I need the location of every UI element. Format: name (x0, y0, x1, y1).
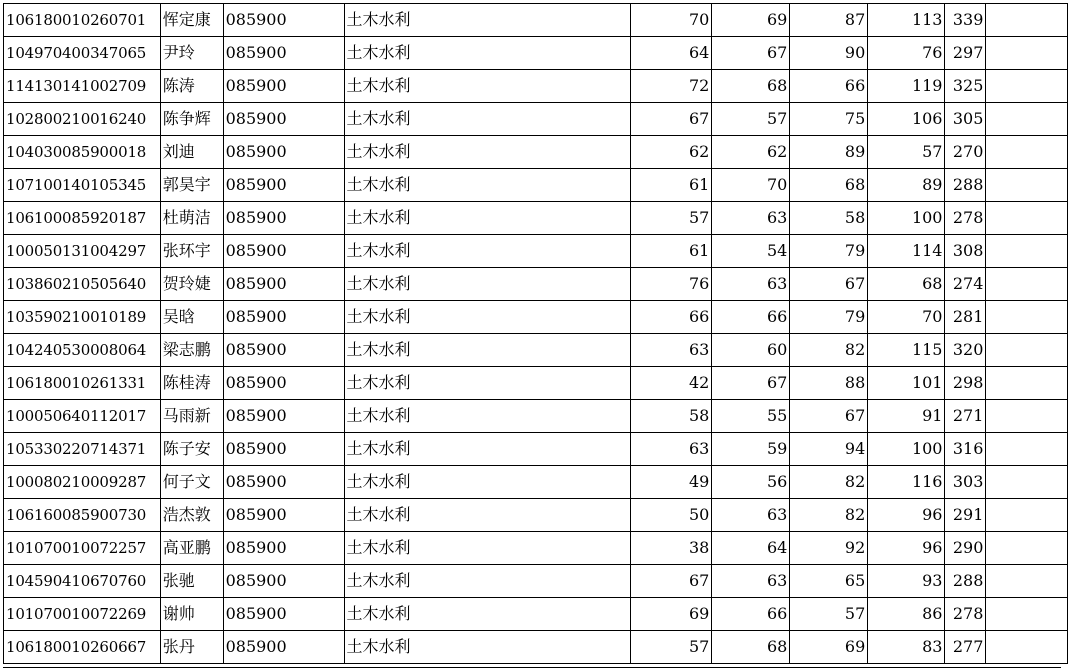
cell-name[interactable]: 张丹 (160, 631, 223, 664)
cell-score-1[interactable]: 63 (631, 334, 712, 367)
cell-score-4[interactable]: 76 (868, 37, 945, 70)
table-row (4, 235, 1068, 268)
cell-score-4[interactable]: 83 (868, 631, 945, 664)
cell-major-name[interactable]: 土木水利 (344, 235, 631, 268)
cell-major-name[interactable]: 土木水利 (344, 367, 631, 400)
cell-score-2[interactable]: 60 (712, 334, 790, 367)
cell-empty[interactable] (986, 367, 1068, 400)
cell-score-4[interactable]: 106 (868, 103, 945, 136)
cell-candidate-id[interactable]: 106160085900730 (4, 499, 161, 532)
cell-empty[interactable] (986, 4, 1068, 37)
cell-score-2[interactable]: 62 (712, 136, 790, 169)
table-row (4, 433, 1068, 466)
cell-empty[interactable] (986, 235, 1068, 268)
cell-total-score[interactable]: 274 (945, 268, 986, 301)
cell-candidate-id[interactable]: 106180010260701 (4, 4, 161, 37)
cell-score-3[interactable]: 94 (790, 433, 868, 466)
cell-major-name[interactable]: 土木水利 (344, 532, 631, 565)
cell-score-1[interactable]: 38 (631, 532, 712, 565)
table-row (4, 301, 1068, 334)
cell-score-2[interactable]: 67 (712, 37, 790, 70)
cell-score-1[interactable]: 70 (631, 4, 712, 37)
cell-empty[interactable] (986, 334, 1068, 367)
cell-candidate-id[interactable]: 103590210010189 (4, 301, 161, 334)
cell-major-name[interactable]: 土木水利 (344, 400, 631, 433)
cell-score-2[interactable]: 68 (712, 631, 790, 664)
cell-score-1[interactable]: 50 (631, 499, 712, 532)
cell-total-score[interactable]: 297 (945, 37, 986, 70)
cell-total-score[interactable]: 339 (945, 4, 986, 37)
cell-major-name[interactable]: 土木水利 (344, 202, 631, 235)
cell-major-name[interactable]: 土木水利 (344, 598, 631, 631)
cell-score-4[interactable]: 100 (868, 202, 945, 235)
cell-score-3[interactable]: 57 (790, 598, 868, 631)
cell-total-score[interactable]: 278 (945, 598, 986, 631)
cell-score-1[interactable]: 61 (631, 235, 712, 268)
cell-major-code[interactable]: 085900 (223, 235, 344, 268)
score-table-container (3, 3, 1068, 664)
cell-score-4[interactable]: 101 (868, 367, 945, 400)
cell-candidate-id[interactable]: 104240530008064 (4, 334, 161, 367)
table-row (4, 103, 1068, 136)
cell-candidate-id[interactable]: 106180010260667 (4, 631, 161, 664)
table-row (4, 70, 1068, 103)
cell-major-name[interactable]: 土木水利 (344, 37, 631, 70)
cell-score-4[interactable]: 100 (868, 433, 945, 466)
cell-score-2[interactable]: 68 (712, 70, 790, 103)
cell-candidate-id[interactable]: 101070010072269 (4, 598, 161, 631)
cell-total-score[interactable]: 277 (945, 631, 986, 664)
cell-score-3[interactable]: 69 (790, 631, 868, 664)
cell-candidate-id[interactable]: 114130141002709 (4, 70, 161, 103)
cell-score-1[interactable]: 76 (631, 268, 712, 301)
table-row (4, 334, 1068, 367)
cell-total-score[interactable]: 291 (945, 499, 986, 532)
cell-major-name[interactable]: 土木水利 (344, 103, 631, 136)
cell-candidate-id[interactable]: 106180010261331 (4, 367, 161, 400)
cell-major-name[interactable]: 土木水利 (344, 301, 631, 334)
cell-name[interactable]: 吴晗 (160, 301, 223, 334)
cell-score-2[interactable]: 69 (712, 4, 790, 37)
cell-total-score[interactable]: 298 (945, 367, 986, 400)
cell-major-name[interactable]: 土木水利 (344, 433, 631, 466)
cell-score-1[interactable]: 69 (631, 598, 712, 631)
cell-total-score[interactable]: 290 (945, 532, 986, 565)
cell-candidate-id[interactable]: 104030085900018 (4, 136, 161, 169)
table-row (4, 631, 1068, 664)
cell-major-code[interactable]: 085900 (223, 37, 344, 70)
cell-score-2[interactable]: 56 (712, 466, 790, 499)
cell-score-2[interactable]: 66 (712, 301, 790, 334)
cell-score-1[interactable]: 57 (631, 631, 712, 664)
cell-name[interactable]: 郭昊宇 (160, 169, 223, 202)
cell-score-1[interactable]: 57 (631, 202, 712, 235)
cell-score-3[interactable]: 88 (790, 367, 868, 400)
cell-score-2[interactable]: 63 (712, 202, 790, 235)
cell-major-code[interactable]: 085900 (223, 367, 344, 400)
table-row (4, 598, 1068, 631)
table-row (4, 400, 1068, 433)
table-row (4, 4, 1068, 37)
cell-score-3[interactable]: 89 (790, 136, 868, 169)
cell-total-score[interactable]: 325 (945, 70, 986, 103)
table-row (4, 532, 1068, 565)
cell-score-3[interactable]: 65 (790, 565, 868, 598)
cell-score-4[interactable]: 116 (868, 466, 945, 499)
cell-major-code[interactable]: 085900 (223, 598, 344, 631)
cell-score-4[interactable]: 96 (868, 532, 945, 565)
cell-major-code[interactable]: 085900 (223, 532, 344, 565)
cell-candidate-id[interactable]: 100050640112017 (4, 400, 161, 433)
cell-score-4[interactable]: 57 (868, 136, 945, 169)
cell-score-3[interactable]: 87 (790, 4, 868, 37)
cell-score-2[interactable]: 59 (712, 433, 790, 466)
cell-total-score[interactable]: 303 (945, 466, 986, 499)
cell-empty[interactable] (986, 37, 1068, 70)
cell-major-code[interactable]: 085900 (223, 400, 344, 433)
cell-empty[interactable] (986, 598, 1068, 631)
cell-name[interactable]: 贺玲婕 (160, 268, 223, 301)
cell-score-3[interactable]: 67 (790, 268, 868, 301)
cell-major-code[interactable]: 085900 (223, 169, 344, 202)
cell-major-code[interactable]: 085900 (223, 70, 344, 103)
cell-empty[interactable] (986, 400, 1068, 433)
cell-candidate-id[interactable]: 107100140105345 (4, 169, 161, 202)
cell-name[interactable]: 恽定康 (160, 4, 223, 37)
cell-empty[interactable] (986, 532, 1068, 565)
cell-empty[interactable] (986, 169, 1068, 202)
cell-score-4[interactable]: 70 (868, 301, 945, 334)
cell-score-1[interactable]: 63 (631, 433, 712, 466)
cell-score-3[interactable]: 79 (790, 301, 868, 334)
cell-score-4[interactable]: 89 (868, 169, 945, 202)
cell-name[interactable]: 谢帅 (160, 598, 223, 631)
table-row (4, 466, 1068, 499)
cell-score-1[interactable]: 72 (631, 70, 712, 103)
table-row (4, 37, 1068, 70)
cell-major-code[interactable]: 085900 (223, 466, 344, 499)
cell-score-3[interactable]: 82 (790, 334, 868, 367)
table-row (4, 169, 1068, 202)
cell-empty[interactable] (986, 433, 1068, 466)
cell-score-2[interactable]: 54 (712, 235, 790, 268)
cell-score-1[interactable]: 61 (631, 169, 712, 202)
cell-score-2[interactable]: 64 (712, 532, 790, 565)
cell-score-4[interactable]: 115 (868, 334, 945, 367)
cell-score-3[interactable]: 66 (790, 70, 868, 103)
cell-candidate-id[interactable]: 101070010072257 (4, 532, 161, 565)
cell-empty[interactable] (986, 301, 1068, 334)
cell-score-1[interactable]: 67 (631, 103, 712, 136)
table-bottom-edge (3, 667, 1061, 672)
cell-empty[interactable] (986, 466, 1068, 499)
cell-major-code[interactable]: 085900 (223, 334, 344, 367)
table-row (4, 268, 1068, 301)
cell-name[interactable]: 高亚鹏 (160, 532, 223, 565)
cell-name[interactable]: 梁志鹏 (160, 334, 223, 367)
cell-score-2[interactable]: 63 (712, 565, 790, 598)
cell-candidate-id[interactable]: 103860210505640 (4, 268, 161, 301)
cell-score-3[interactable]: 67 (790, 400, 868, 433)
cell-major-name[interactable]: 土木水利 (344, 565, 631, 598)
cell-major-code[interactable]: 085900 (223, 4, 344, 37)
cell-empty[interactable] (986, 136, 1068, 169)
cell-name[interactable]: 刘迪 (160, 136, 223, 169)
score-table (3, 3, 1068, 664)
cell-name[interactable]: 陈涛 (160, 70, 223, 103)
cell-score-2[interactable]: 63 (712, 499, 790, 532)
cell-candidate-id[interactable]: 105330220714371 (4, 433, 161, 466)
score-table-body (4, 4, 1068, 664)
cell-major-code[interactable]: 085900 (223, 268, 344, 301)
cell-score-1[interactable]: 64 (631, 37, 712, 70)
cell-candidate-id[interactable]: 100080210009287 (4, 466, 161, 499)
cell-score-4[interactable]: 113 (868, 4, 945, 37)
cell-major-name[interactable]: 土木水利 (344, 169, 631, 202)
cell-name[interactable]: 浩杰敦 (160, 499, 223, 532)
cell-score-3[interactable]: 90 (790, 37, 868, 70)
cell-candidate-id[interactable]: 100050131004297 (4, 235, 161, 268)
cell-major-code[interactable]: 085900 (223, 565, 344, 598)
cell-total-score[interactable]: 288 (945, 565, 986, 598)
cell-score-2[interactable]: 57 (712, 103, 790, 136)
cell-name[interactable]: 张驰 (160, 565, 223, 598)
cell-total-score[interactable]: 320 (945, 334, 986, 367)
cell-empty[interactable] (986, 103, 1068, 136)
cell-major-code[interactable]: 085900 (223, 136, 344, 169)
cell-score-1[interactable]: 62 (631, 136, 712, 169)
cell-score-4[interactable]: 96 (868, 499, 945, 532)
cell-empty[interactable] (986, 70, 1068, 103)
cell-empty[interactable] (986, 499, 1068, 532)
table-row (4, 136, 1068, 169)
table-row (4, 367, 1068, 400)
cell-score-2[interactable]: 67 (712, 367, 790, 400)
cell-score-4[interactable]: 93 (868, 565, 945, 598)
cell-total-score[interactable]: 281 (945, 301, 986, 334)
table-row (4, 202, 1068, 235)
cell-candidate-id[interactable]: 104590410670760 (4, 565, 161, 598)
cell-score-4[interactable]: 91 (868, 400, 945, 433)
cell-score-4[interactable]: 86 (868, 598, 945, 631)
cell-name[interactable]: 陈桂涛 (160, 367, 223, 400)
cell-score-3[interactable]: 68 (790, 169, 868, 202)
cell-name[interactable]: 杜萌洁 (160, 202, 223, 235)
table-row (4, 565, 1068, 598)
cell-score-4[interactable]: 114 (868, 235, 945, 268)
cell-empty[interactable] (986, 631, 1068, 664)
cell-major-name[interactable]: 土木水利 (344, 499, 631, 532)
cell-score-1[interactable]: 49 (631, 466, 712, 499)
cell-total-score[interactable]: 270 (945, 136, 986, 169)
cell-major-name[interactable]: 土木水利 (344, 268, 631, 301)
cell-major-name[interactable]: 土木水利 (344, 4, 631, 37)
cell-empty[interactable] (986, 268, 1068, 301)
cell-score-1[interactable]: 58 (631, 400, 712, 433)
cell-name[interactable]: 陈子安 (160, 433, 223, 466)
cell-empty[interactable] (986, 202, 1068, 235)
cell-score-2[interactable]: 66 (712, 598, 790, 631)
cell-candidate-id[interactable]: 106100085920187 (4, 202, 161, 235)
cell-total-score[interactable]: 278 (945, 202, 986, 235)
cell-total-score[interactable]: 305 (945, 103, 986, 136)
cell-name[interactable]: 陈争辉 (160, 103, 223, 136)
cell-total-score[interactable]: 308 (945, 235, 986, 268)
cell-major-code[interactable]: 085900 (223, 631, 344, 664)
cell-score-1[interactable]: 42 (631, 367, 712, 400)
cell-candidate-id[interactable]: 102800210016240 (4, 103, 161, 136)
cell-score-2[interactable]: 55 (712, 400, 790, 433)
cell-major-code[interactable]: 085900 (223, 103, 344, 136)
cell-total-score[interactable]: 316 (945, 433, 986, 466)
cell-major-code[interactable]: 085900 (223, 433, 344, 466)
cell-name[interactable]: 尹玲 (160, 37, 223, 70)
cell-major-name[interactable]: 土木水利 (344, 70, 631, 103)
cell-major-code[interactable]: 085900 (223, 499, 344, 532)
cell-major-code[interactable]: 085900 (223, 202, 344, 235)
cell-score-3[interactable]: 79 (790, 235, 868, 268)
cell-score-2[interactable]: 63 (712, 268, 790, 301)
cell-score-3[interactable]: 92 (790, 532, 868, 565)
cell-name[interactable]: 何子文 (160, 466, 223, 499)
cell-score-3[interactable]: 82 (790, 466, 868, 499)
cell-score-4[interactable]: 68 (868, 268, 945, 301)
cell-name[interactable]: 马雨新 (160, 400, 223, 433)
cell-candidate-id[interactable]: 104970400347065 (4, 37, 161, 70)
cell-score-1[interactable]: 67 (631, 565, 712, 598)
cell-major-code[interactable]: 085900 (223, 301, 344, 334)
cell-score-2[interactable]: 70 (712, 169, 790, 202)
cell-score-3[interactable]: 82 (790, 499, 868, 532)
cell-score-3[interactable]: 75 (790, 103, 868, 136)
cell-major-name[interactable]: 土木水利 (344, 136, 631, 169)
cell-total-score[interactable]: 288 (945, 169, 986, 202)
cell-major-name[interactable]: 土木水利 (344, 631, 631, 664)
cell-score-1[interactable]: 66 (631, 301, 712, 334)
cell-score-4[interactable]: 119 (868, 70, 945, 103)
cell-total-score[interactable]: 271 (945, 400, 986, 433)
cell-major-name[interactable]: 土木水利 (344, 466, 631, 499)
cell-major-name[interactable]: 土木水利 (344, 334, 631, 367)
table-row (4, 499, 1068, 532)
cell-score-3[interactable]: 58 (790, 202, 868, 235)
cell-empty[interactable] (986, 565, 1068, 598)
cell-name[interactable]: 张环宇 (160, 235, 223, 268)
